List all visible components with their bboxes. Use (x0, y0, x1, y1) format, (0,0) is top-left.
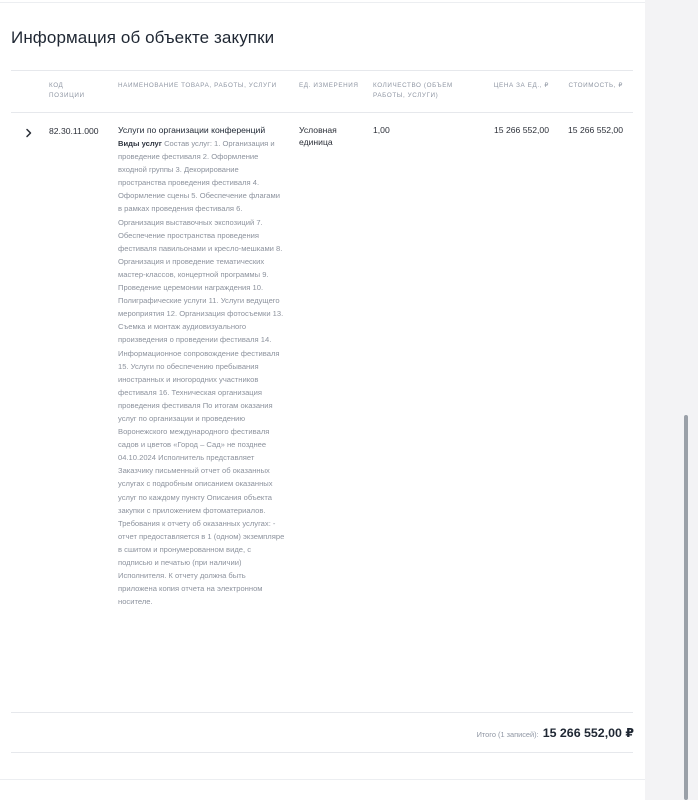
scrollbar[interactable] (684, 415, 688, 800)
header-code: КОД ПОЗИЦИИ (49, 82, 85, 99)
section-title: Информация об объекте закупки (11, 28, 275, 47)
unit-price: 15 266 552,00 (494, 125, 549, 135)
total-cost: 15 266 552,00 (568, 125, 623, 135)
quantity-value: 1,00 (373, 125, 390, 135)
table-total (477, 725, 634, 741)
item-description (118, 137, 286, 608)
unit-of-measure: Условная единица (299, 125, 337, 147)
chevron-right-icon[interactable] (25, 125, 33, 135)
description-label: Виды услуг (118, 139, 162, 148)
header-unit: ЕД. ИЗМЕРЕНИЯ (299, 82, 359, 89)
total-divider (11, 752, 633, 753)
top-divider (0, 2, 645, 3)
header-quantity: КОЛИЧЕСТВО (ОБЪЕМ РАБОТЫ, УСЛУГИ) (373, 82, 453, 99)
header-cost: СТОИМОСТЬ, ₽ (568, 82, 623, 89)
header-divider (11, 112, 633, 113)
item-name: Услуги по организации конференций (118, 125, 266, 135)
total-value: 15 266 552,00 ₽ (542, 726, 634, 740)
total-label: Итого (1 записей): (476, 730, 539, 739)
table-top-divider (11, 70, 633, 71)
bottom-divider (0, 779, 645, 780)
description-text: Состав услуг: 1. Организация и проведение фестиваля 2. Оформление входной группы 3. Декорирование пространства проведения фестиваля 4. Оформление сцены 5. Обеспечение флагами в рамках проведения фестиваля 6. Организация выставочных экспозиций 7. Обеспечение пространства проведения фестиваля павильонами и кресло-мешками 8. Организация и проведение тематических мастер-классов, концертной программы 9. Проведение церемонии награждения 10. Полиграфические услуги 11. Услуги ведущего мероприятия 12. Организация фотосъемки 13. Съемка и монтаж аудиовизуального произведения о проведении фестиваля 14. Информационное сопровождение фестиваля 15. Услуги по обеспечению пребывания иностранных и иногородних участников фестиваля 16. Техническая организация проведения фестиваля По итогам оказания услуг по организации и проведению Воронежского международного фестиваля садов и цветов «Город – Сад» не позднее 04.10.2024 Исполнитель представляет Заказчику письменный отчет об оказанных услугах с подробным описанием оказанных услуг по каждому пункту Описания объекта закупки с приложением фотоматериалов. Требования к отчету об оказанных услугах: - отчет предоставляется в 1 (одном) экземпляре в сшитом и пронумерованном виде, с подписью и печатью (при наличии) Исполнителя. К отчету должна быть приложена копия отчета на электронном носителе. (118, 139, 285, 607)
position-code: 82.30.11.000 (49, 126, 99, 136)
header-price: ЦЕНА ЗА ЕД., ₽ (493, 82, 549, 89)
row-divider (11, 712, 633, 713)
header-name: НАИМЕНОВАНИЕ ТОВАРА, РАБОТЫ, УСЛУГИ (118, 82, 277, 89)
